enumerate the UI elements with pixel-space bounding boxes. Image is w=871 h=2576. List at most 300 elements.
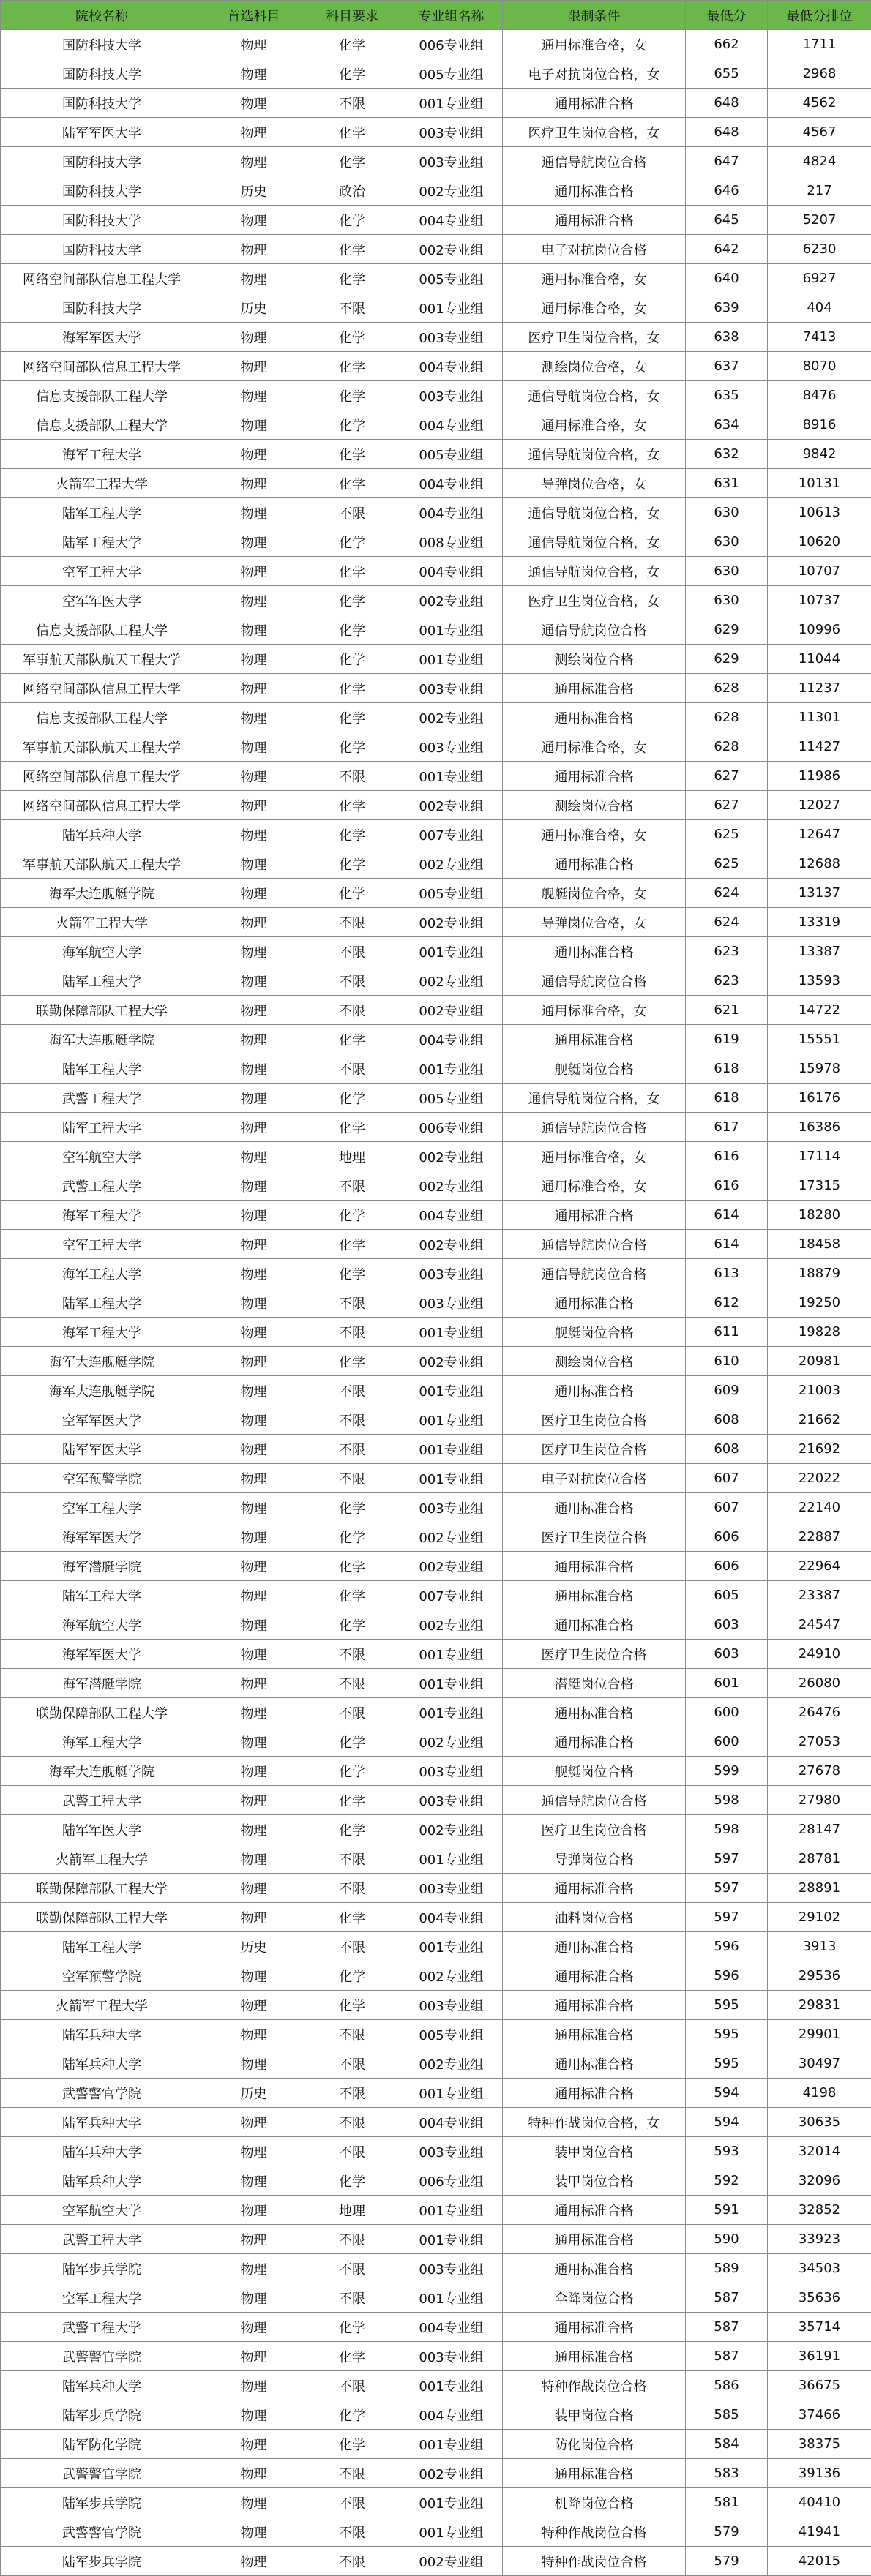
min-rank-cell: 24547 [768,1610,871,1640]
subject-requirement-cell: 化学 [304,59,400,89]
primary-subject-cell: 物理 [203,2459,304,2488]
table-row [1,381,871,410]
table-row [1,2049,871,2079]
primary-subject-cell: 物理 [203,1903,304,1932]
table-row [1,2079,871,2108]
subject-requirement-cell: 不限 [304,2254,400,2283]
primary-subject-cell: 历史 [203,293,304,323]
min-score-cell: 646 [686,176,768,206]
primary-subject-cell: 物理 [203,703,304,732]
restriction-cell: 通用标准合格 [503,176,686,206]
table-row [1,1259,871,1288]
restriction-cell: 通信导航岗位合格 [503,966,686,996]
min-rank-cell: 4562 [768,89,871,118]
group-name-cell: 002专业组 [400,703,503,732]
restriction-cell: 通用标准合格 [503,2020,686,2049]
restriction-cell: 导弹岗位合格 [503,1844,686,1874]
group-name-cell: 002专业组 [400,1727,503,1757]
header-primary-subject: 首选科目 [203,1,304,30]
min-rank-cell: 2968 [768,59,871,89]
school-name-cell: 海军航空大学 [1,1610,203,1640]
restriction-cell: 舰艇岗位合格，女 [503,879,686,908]
primary-subject-cell: 物理 [203,352,304,381]
min-rank-cell: 40410 [768,2488,871,2517]
restriction-cell: 机降岗位合格 [503,2488,686,2517]
group-name-cell: 002专业组 [400,1347,503,1376]
min-rank-cell: 27980 [768,1786,871,1815]
restriction-cell: 医疗卫生岗位合格 [503,1522,686,1552]
school-name-cell: 陆军步兵学院 [1,2400,203,2430]
table-row [1,2459,871,2488]
primary-subject-cell: 物理 [203,2430,304,2459]
table-row [1,89,871,118]
subject-requirement-cell: 地理 [304,1142,400,1171]
min-score-cell: 585 [686,2400,768,2430]
group-name-cell: 003专业组 [400,674,503,703]
school-name-cell: 海军潜艇学院 [1,1552,203,1581]
min-score-cell: 608 [686,1435,768,1464]
primary-subject-cell: 物理 [203,2166,304,2196]
min-rank-cell: 11427 [768,732,871,762]
restriction-cell: 通用标准合格 [503,1874,686,1903]
table-row [1,59,871,89]
min-rank-cell: 19250 [768,1288,871,1318]
restriction-cell: 特种作战岗位合格 [503,2371,686,2400]
min-rank-cell: 27678 [768,1757,871,1786]
group-name-cell: 003专业组 [400,1786,503,1815]
min-rank-cell: 32096 [768,2166,871,2196]
school-name-cell: 网络空间部队信息工程大学 [1,791,203,820]
group-name-cell: 001专业组 [400,2430,503,2459]
primary-subject-cell: 物理 [203,996,304,1025]
school-name-cell: 陆军工程大学 [1,1054,203,1084]
min-score-cell: 610 [686,1347,768,1376]
restriction-cell: 通用标准合格，女 [503,30,686,59]
primary-subject-cell: 物理 [203,1640,304,1669]
table-row [1,703,871,732]
school-name-cell: 海军工程大学 [1,1201,203,1230]
min-rank-cell: 29831 [768,1991,871,2020]
table-row [1,2547,871,2576]
min-score-cell: 648 [686,89,768,118]
subject-requirement-cell: 化学 [304,732,400,762]
table-row [1,937,871,966]
group-name-cell: 004专业组 [400,469,503,498]
subject-requirement-cell: 化学 [304,1757,400,1786]
min-rank-cell: 41941 [768,2517,871,2547]
restriction-cell: 通信导航岗位合格，女 [503,557,686,586]
school-name-cell: 陆军步兵学院 [1,2254,203,2283]
group-name-cell: 002专业组 [400,1552,503,1581]
min-rank-cell: 14722 [768,996,871,1025]
subject-requirement-cell: 不限 [304,1435,400,1464]
table-row [1,2371,871,2400]
min-rank-cell: 28891 [768,1874,871,1903]
min-rank-cell: 30497 [768,2049,871,2079]
min-rank-cell: 10707 [768,557,871,586]
primary-subject-cell: 物理 [203,1347,304,1376]
restriction-cell: 通用标准合格 [503,1698,686,1727]
table-row [1,498,871,527]
primary-subject-cell: 物理 [203,147,304,176]
min-score-cell: 662 [686,30,768,59]
school-name-cell: 陆军工程大学 [1,1288,203,1318]
school-name-cell: 信息支援部队工程大学 [1,381,203,410]
min-rank-cell: 4198 [768,2079,871,2108]
min-rank-cell: 11044 [768,645,871,674]
table-row [1,2313,871,2342]
primary-subject-cell: 物理 [203,2342,304,2371]
table-row [1,1171,871,1201]
table-row [1,2225,871,2254]
subject-requirement-cell: 化学 [304,1113,400,1142]
min-score-cell: 612 [686,1288,768,1318]
school-name-cell: 火箭军工程大学 [1,469,203,498]
min-rank-cell: 15551 [768,1025,871,1054]
restriction-cell: 舰艇岗位合格 [503,1757,686,1786]
primary-subject-cell: 物理 [203,2313,304,2342]
table-row [1,2342,871,2371]
primary-subject-cell: 物理 [203,908,304,937]
restriction-cell: 通用标准合格 [503,1610,686,1640]
restriction-cell: 通用标准合格 [503,2313,686,2342]
group-name-cell: 001专业组 [400,2283,503,2313]
subject-requirement-cell: 化学 [304,2342,400,2371]
min-score-cell: 601 [686,1669,768,1698]
table-row [1,323,871,352]
table-row [1,1288,871,1318]
min-rank-cell: 22964 [768,1552,871,1581]
subject-requirement-cell: 化学 [304,557,400,586]
restriction-cell: 通信导航岗位合格 [503,615,686,645]
group-name-cell: 004专业组 [400,1903,503,1932]
subject-requirement-cell: 化学 [304,2313,400,2342]
min-rank-cell: 8476 [768,381,871,410]
primary-subject-cell: 物理 [203,1230,304,1259]
table-row [1,2196,871,2225]
restriction-cell: 通用标准合格 [503,1961,686,1991]
min-score-cell: 592 [686,2166,768,2196]
subject-requirement-cell: 不限 [304,996,400,1025]
table-header [1,1,871,30]
group-name-cell: 003专业组 [400,147,503,176]
min-score-cell: 595 [686,1991,768,2020]
school-name-cell: 武警工程大学 [1,1786,203,1815]
subject-requirement-cell: 地理 [304,2196,400,2225]
table-row [1,264,871,293]
group-name-cell: 004专业组 [400,498,503,527]
min-score-cell: 597 [686,1874,768,1903]
primary-subject-cell: 物理 [203,1113,304,1142]
min-score-cell: 596 [686,1932,768,1961]
table-row [1,1581,871,1610]
min-score-cell: 607 [686,1464,768,1493]
subject-requirement-cell: 化学 [304,323,400,352]
restriction-cell: 通信导航岗位合格，女 [503,1084,686,1113]
group-name-cell: 003专业组 [400,2342,503,2371]
primary-subject-cell: 物理 [203,2049,304,2079]
min-rank-cell: 10996 [768,615,871,645]
min-score-cell: 603 [686,1610,768,1640]
min-score-cell: 587 [686,2313,768,2342]
min-score-cell: 596 [686,1961,768,1991]
school-name-cell: 武警工程大学 [1,2225,203,2254]
group-name-cell: 005专业组 [400,440,503,469]
subject-requirement-cell: 化学 [304,674,400,703]
restriction-cell: 电子对抗岗位合格 [503,235,686,264]
restriction-cell: 通用标准合格 [503,2049,686,2079]
min-rank-cell: 5207 [768,206,871,235]
table-row [1,2283,871,2313]
subject-requirement-cell: 化学 [304,1991,400,2020]
min-rank-cell: 12688 [768,849,871,879]
primary-subject-cell: 物理 [203,2283,304,2313]
restriction-cell: 通用标准合格 [503,1201,686,1230]
min-rank-cell: 36675 [768,2371,871,2400]
subject-requirement-cell: 不限 [304,2225,400,2254]
min-score-cell: 635 [686,381,768,410]
restriction-cell: 通用标准合格 [503,674,686,703]
min-rank-cell: 36191 [768,2342,871,2371]
restriction-cell: 伞降岗位合格 [503,2283,686,2313]
school-name-cell: 陆军兵种大学 [1,2108,203,2137]
school-name-cell: 空军预警学院 [1,1464,203,1493]
subject-requirement-cell: 不限 [304,1288,400,1318]
school-name-cell: 国防科技大学 [1,147,203,176]
school-name-cell: 武警警官学院 [1,2342,203,2371]
group-name-cell: 003专业组 [400,1259,503,1288]
min-rank-cell: 23387 [768,1581,871,1610]
subject-requirement-cell: 化学 [304,1727,400,1757]
primary-subject-cell: 物理 [203,1874,304,1903]
table-row [1,2488,871,2517]
restriction-cell: 通用标准合格 [503,1493,686,1522]
primary-subject-cell: 物理 [203,1376,304,1405]
restriction-cell: 通信导航岗位合格 [503,1786,686,1815]
school-name-cell: 武警工程大学 [1,2313,203,2342]
min-score-cell: 648 [686,118,768,147]
group-name-cell: 003专业组 [400,1493,503,1522]
school-name-cell: 武警警官学院 [1,2079,203,2108]
primary-subject-cell: 物理 [203,732,304,762]
primary-subject-cell: 物理 [203,674,304,703]
primary-subject-cell: 物理 [203,791,304,820]
restriction-cell: 通用标准合格 [503,206,686,235]
group-name-cell: 005专业组 [400,59,503,89]
school-name-cell: 联勤保障部队工程大学 [1,1874,203,1903]
primary-subject-cell: 物理 [203,1054,304,1084]
primary-subject-cell: 物理 [203,1786,304,1815]
subject-requirement-cell: 不限 [304,2371,400,2400]
subject-requirement-cell: 不限 [304,1669,400,1698]
school-name-cell: 海军军医大学 [1,323,203,352]
group-name-cell: 003专业组 [400,1874,503,1903]
subject-requirement-cell: 化学 [304,381,400,410]
primary-subject-cell: 历史 [203,2079,304,2108]
min-score-cell: 623 [686,937,768,966]
table-row [1,1991,871,2020]
school-name-cell: 陆军兵种大学 [1,2049,203,2079]
school-name-cell: 空军航空大学 [1,2196,203,2225]
min-score-cell: 599 [686,1757,768,1786]
primary-subject-cell: 物理 [203,879,304,908]
school-name-cell: 网络空间部队信息工程大学 [1,674,203,703]
header-min-score: 最低分 [686,1,768,30]
table-row [1,206,871,235]
min-rank-cell: 28781 [768,1844,871,1874]
subject-requirement-cell: 不限 [304,1698,400,1727]
restriction-cell: 特种作战岗位合格，女 [503,2108,686,2137]
primary-subject-cell: 物理 [203,2517,304,2547]
subject-requirement-cell: 化学 [304,1961,400,1991]
group-name-cell: 004专业组 [400,2313,503,2342]
table-row [1,1522,871,1552]
primary-subject-cell: 物理 [203,762,304,791]
school-name-cell: 陆军步兵学院 [1,2488,203,2517]
restriction-cell: 舰艇岗位合格 [503,1054,686,1084]
min-score-cell: 597 [686,1903,768,1932]
school-name-cell: 武警工程大学 [1,1084,203,1113]
min-rank-cell: 27053 [768,1727,871,1757]
primary-subject-cell: 物理 [203,615,304,645]
header-subject-requirement: 科目要求 [304,1,400,30]
min-score-cell: 595 [686,2020,768,2049]
school-name-cell: 国防科技大学 [1,206,203,235]
school-name-cell: 陆军军医大学 [1,118,203,147]
group-name-cell: 001专业组 [400,1844,503,1874]
min-rank-cell: 1711 [768,30,871,59]
school-name-cell: 陆军工程大学 [1,498,203,527]
min-rank-cell: 21692 [768,1435,871,1464]
restriction-cell: 通用标准合格 [503,1727,686,1757]
restriction-cell: 导弹岗位合格，女 [503,908,686,937]
group-name-cell: 005专业组 [400,2020,503,2049]
min-rank-cell: 4567 [768,118,871,147]
primary-subject-cell: 历史 [203,1932,304,1961]
group-name-cell: 001专业组 [400,2225,503,2254]
primary-subject-cell: 物理 [203,1493,304,1522]
subject-requirement-cell: 化学 [304,2400,400,2430]
restriction-cell: 通信导航岗位合格 [503,147,686,176]
school-name-cell: 国防科技大学 [1,293,203,323]
subject-requirement-cell: 不限 [304,1171,400,1201]
table-row [1,1786,871,1815]
restriction-cell: 通信导航岗位合格，女 [503,527,686,557]
primary-subject-cell: 物理 [203,1464,304,1493]
subject-requirement-cell: 化学 [304,147,400,176]
header-row [1,1,871,30]
restriction-cell: 通用标准合格 [503,2196,686,2225]
min-rank-cell: 9842 [768,440,871,469]
primary-subject-cell: 物理 [203,1610,304,1640]
school-name-cell: 火箭军工程大学 [1,908,203,937]
school-name-cell: 陆军军医大学 [1,1815,203,1844]
subject-requirement-cell: 化学 [304,352,400,381]
school-name-cell: 空军工程大学 [1,1230,203,1259]
min-score-cell: 613 [686,1259,768,1288]
table-row [1,1318,871,1347]
group-name-cell: 001专业组 [400,2079,503,2108]
min-rank-cell: 20981 [768,1347,871,1376]
school-name-cell: 海军军医大学 [1,1522,203,1552]
restriction-cell: 通用标准合格，女 [503,410,686,440]
group-name-cell: 002专业组 [400,1610,503,1640]
table-row [1,352,871,381]
subject-requirement-cell: 不限 [304,908,400,937]
min-score-cell: 640 [686,264,768,293]
group-name-cell: 002专业组 [400,235,503,264]
restriction-cell: 特种作战岗位合格 [503,2547,686,2576]
school-name-cell: 海军大连舰艇学院 [1,1347,203,1376]
table-row [1,645,871,674]
group-name-cell: 002专业组 [400,1961,503,1991]
group-name-cell: 003专业组 [400,118,503,147]
table-row [1,1376,871,1405]
group-name-cell: 002专业组 [400,1815,503,1844]
table-row [1,1698,871,1727]
table-row [1,1464,871,1493]
subject-requirement-cell: 不限 [304,1054,400,1084]
subject-requirement-cell: 化学 [304,586,400,615]
subject-requirement-cell: 不限 [304,2020,400,2049]
restriction-cell: 装甲岗位合格 [503,2137,686,2166]
primary-subject-cell: 物理 [203,323,304,352]
primary-subject-cell: 物理 [203,1318,304,1347]
table-row [1,1874,871,1903]
subject-requirement-cell: 化学 [304,1201,400,1230]
group-name-cell: 004专业组 [400,352,503,381]
school-name-cell: 信息支援部队工程大学 [1,410,203,440]
min-rank-cell: 10737 [768,586,871,615]
table-row [1,235,871,264]
primary-subject-cell: 物理 [203,2196,304,2225]
school-name-cell: 陆军工程大学 [1,1581,203,1610]
school-name-cell: 陆军兵种大学 [1,2166,203,2196]
group-name-cell: 006专业组 [400,30,503,59]
restriction-cell: 通用标准合格 [503,762,686,791]
subject-requirement-cell: 不限 [304,1405,400,1435]
table-row [1,1113,871,1142]
min-rank-cell: 13593 [768,966,871,996]
restriction-cell: 潜艇岗位合格 [503,1669,686,1698]
subject-requirement-cell: 化学 [304,1230,400,1259]
subject-requirement-cell: 化学 [304,527,400,557]
min-score-cell: 595 [686,2049,768,2079]
min-score-cell: 598 [686,1815,768,1844]
min-score-cell: 628 [686,674,768,703]
primary-subject-cell: 物理 [203,89,304,118]
min-score-cell: 637 [686,352,768,381]
group-name-cell: 001专业组 [400,1932,503,1961]
table-row [1,440,871,469]
group-name-cell: 003专业组 [400,381,503,410]
min-rank-cell: 22887 [768,1522,871,1552]
min-rank-cell: 10131 [768,469,871,498]
primary-subject-cell: 物理 [203,1698,304,1727]
min-rank-cell: 38375 [768,2430,871,2459]
group-name-cell: 001专业组 [400,1435,503,1464]
subject-requirement-cell: 化学 [304,879,400,908]
table-row [1,966,871,996]
restriction-cell: 通用标准合格 [503,1581,686,1610]
subject-requirement-cell: 化学 [304,791,400,820]
school-name-cell: 国防科技大学 [1,59,203,89]
min-score-cell: 647 [686,147,768,176]
table-row [1,615,871,645]
min-rank-cell: 22140 [768,1493,871,1522]
table-row [1,557,871,586]
min-rank-cell: 4824 [768,147,871,176]
